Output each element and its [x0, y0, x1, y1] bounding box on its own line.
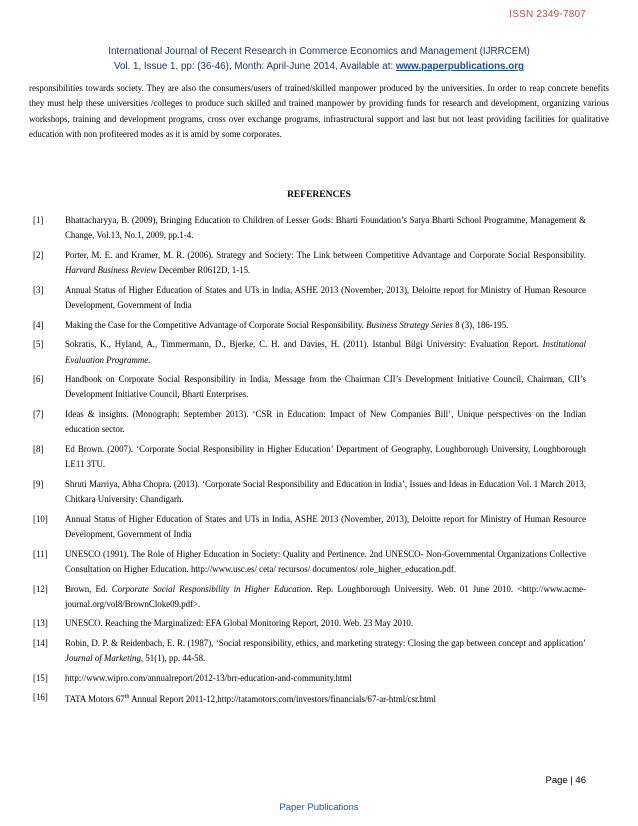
reference-item: [33, 442, 586, 473]
reference-text-part: Sokratis, K., Hyland, A., Timmermann, D., Bjerke, C. H. and Davies, H. (2011). Istanbul Bilgi University: Evaluation Report.: [65, 339, 543, 350]
publisher-footer: Paper Publications: [279, 802, 359, 813]
intro-paragraph: responsibilities towards society. They are also the consumers/users of trained/skilled manpower produced by the universities. In order to reap concrete benefits they must help these universities /colleges to produce such skilled and trained manpower by providing funds for research and development, organizing various workshops, training and development programs, cross over exchange programs, infrastructural support and last but not least providing facilities for qualitative education with non profiteered modes as it is amid by some corporates.: [29, 83, 609, 139]
reference-item: [33, 616, 586, 631]
reference-text: UNESCO. Reaching the Marginalized: EFA Global Monitoring Report, 2010. Web. 23 May 2010.: [65, 618, 414, 629]
reference-text-part: 8 (3), 186-195.: [452, 319, 509, 330]
reference-superscript: th: [124, 694, 130, 701]
reference-text-part: TATA Motors 67: [65, 694, 125, 705]
reference-number: [15]: [33, 672, 48, 683]
reference-item: [33, 213, 586, 244]
reference-text-part: . Rep. Loughborough University. Web. 01 June 2010. <http://www.acme-journal.org/vol8/BrownCloke09.pdf>.: [65, 583, 586, 609]
reference-italic-title: Harvard Business Review: [65, 265, 157, 276]
reference-text: UNESCO (1991). The Role of Higher Education in Society: Quality and Pertinence. 2nd UNESCO- Non-Governmental Organizations Collective Consultation on Higher Education. http://www.usc.es/ ceta/ recursos/ documentos/ role_higher_education.pdf.: [65, 548, 586, 574]
reference-item: [33, 671, 586, 686]
reference-number: [10]: [33, 513, 48, 524]
reference-item: [33, 636, 586, 667]
reference-text: [65, 690, 586, 707]
references-heading: REFERENCES: [287, 190, 351, 200]
reference-number: [7]: [33, 409, 44, 420]
reference-italic-title: Institutional Evaluation Programme.: [65, 339, 586, 365]
reference-item: [33, 477, 586, 508]
volume-text: Vol. 1, Issue 1, pp: (36-46), Month: April-June 2014, Available at:: [113, 61, 396, 72]
reference-item: [33, 372, 586, 403]
reference-text: http://www.wipro.com/annualreport/2012-13/brr-education-and-community.html: [65, 672, 352, 683]
reference-text: Annual Status of Higher Education of States and UTs in India, ASHE 2013 (November, 2013), Deloitte report for Ministry of Human Resource Development, Government of India: [65, 284, 586, 311]
reference-text-part: , 51(1), pp. 44-58.: [140, 653, 206, 664]
reference-text: Bhattacharyya, B. (2009), Bringing Education to Children of Lesser Gods: Bharti Foundation’s Satya Bharti School Programme, Management & Change, Vol.13, No.1, 2009, pp.1-4.: [65, 215, 586, 241]
reference-text: Ed Brown. (2007). ‘Corporate Social Responsibility in Higher Education’ Department of Geography, Loughborough University, Loughborough LE11 3TU.: [65, 443, 586, 470]
journal-title: International Journal of Recent Research in Commerce Economics and Management (IJRRCEM): [108, 46, 530, 57]
reference-number: [14]: [33, 637, 48, 648]
reference-number: [5]: [33, 339, 44, 350]
reference-item: [33, 547, 586, 578]
reference-item: [33, 512, 586, 543]
reference-number: [16]: [33, 692, 48, 703]
reference-italic-title: Corporate Social Responsibility in Higher Education: [111, 583, 311, 594]
references-list: [33, 213, 586, 712]
reference-text-part: Making the Case for the Competitive Advantage of Corporate Social Responsibility.: [65, 319, 367, 330]
reference-text: Annual Status of Higher Education of States and UTs in India, ASHE 2013 (November, 2013), Deloitte report for Ministry of Human Resource Development, Government of India: [65, 513, 586, 540]
reference-item: [33, 407, 586, 438]
reference-item: [33, 582, 586, 613]
reference-text: Handbook on Corporate Social Responsibility in India, Message from the Chairman CII’s Development Initiative Council, Chairman, CII’s Development Initiative Council, Bharti Enterprises.: [65, 374, 586, 400]
reference-item: [33, 337, 586, 368]
reference-number: [8]: [33, 443, 44, 454]
reference-italic-title: Journal of Marketing: [65, 653, 141, 664]
reference-text: [65, 636, 586, 667]
reference-number: [4]: [33, 319, 44, 330]
reference-text-part: Porter, M. E. and Kramer, M. R. (2006). Strategy and Society: The Link between Competitive Advantage and Corporate Social Responsibility.: [65, 249, 586, 260]
issn-label: ISSN 2349-7807: [509, 9, 586, 20]
reference-text: [65, 582, 586, 613]
reference-text-part: Robin, D. P. & Reidenbach, E. R. (1987), ‘Social responsibility, ethics, and marketing strategy: Closing the gap between concept and application’: [65, 637, 586, 648]
reference-text-part: Brown, Ed.: [65, 583, 112, 594]
reference-item: [33, 283, 586, 314]
reference-item: [33, 248, 586, 279]
reference-number: [13]: [33, 618, 48, 629]
reference-text: [65, 318, 586, 333]
reference-text: Ideas & insights. (Monograph: September 2013). ‘CSR in Education: Impact of New Companies Bill’, Unique perspectives on the Indian education sector.: [65, 409, 586, 435]
reference-number: [3]: [33, 284, 44, 295]
journal-website-link[interactable]: www.paperpublications.org: [395, 61, 525, 72]
reference-text: Shruti Marriya, Abha Chopra. (2013). ‘Corporate Social Responsibility and Education in India’, Issues and Ideas in Education Vol. 1 March 2013, Chitkara University: Chandigarh.: [65, 478, 586, 505]
reference-text: [65, 248, 586, 279]
volume-info: [40, 61, 598, 72]
reference-number: [11]: [33, 548, 48, 559]
reference-italic-title: Business Strategy Series: [366, 319, 453, 330]
reference-item: [33, 318, 586, 333]
reference-number: [1]: [33, 215, 44, 225]
reference-number: [2]: [33, 249, 44, 260]
reference-text: [65, 337, 586, 368]
reference-text-part: December R0612D, 1-15.: [156, 265, 251, 276]
reference-item: [33, 690, 586, 707]
reference-text-part: Annual Report 2011-12,http://tatamotors.com/investors/financials/67-ar-html/csr.html: [129, 694, 437, 705]
page-number: Page | 46: [545, 775, 586, 786]
reference-number: [12]: [33, 583, 48, 594]
reference-number: [9]: [33, 478, 44, 489]
reference-number: [6]: [33, 374, 44, 385]
